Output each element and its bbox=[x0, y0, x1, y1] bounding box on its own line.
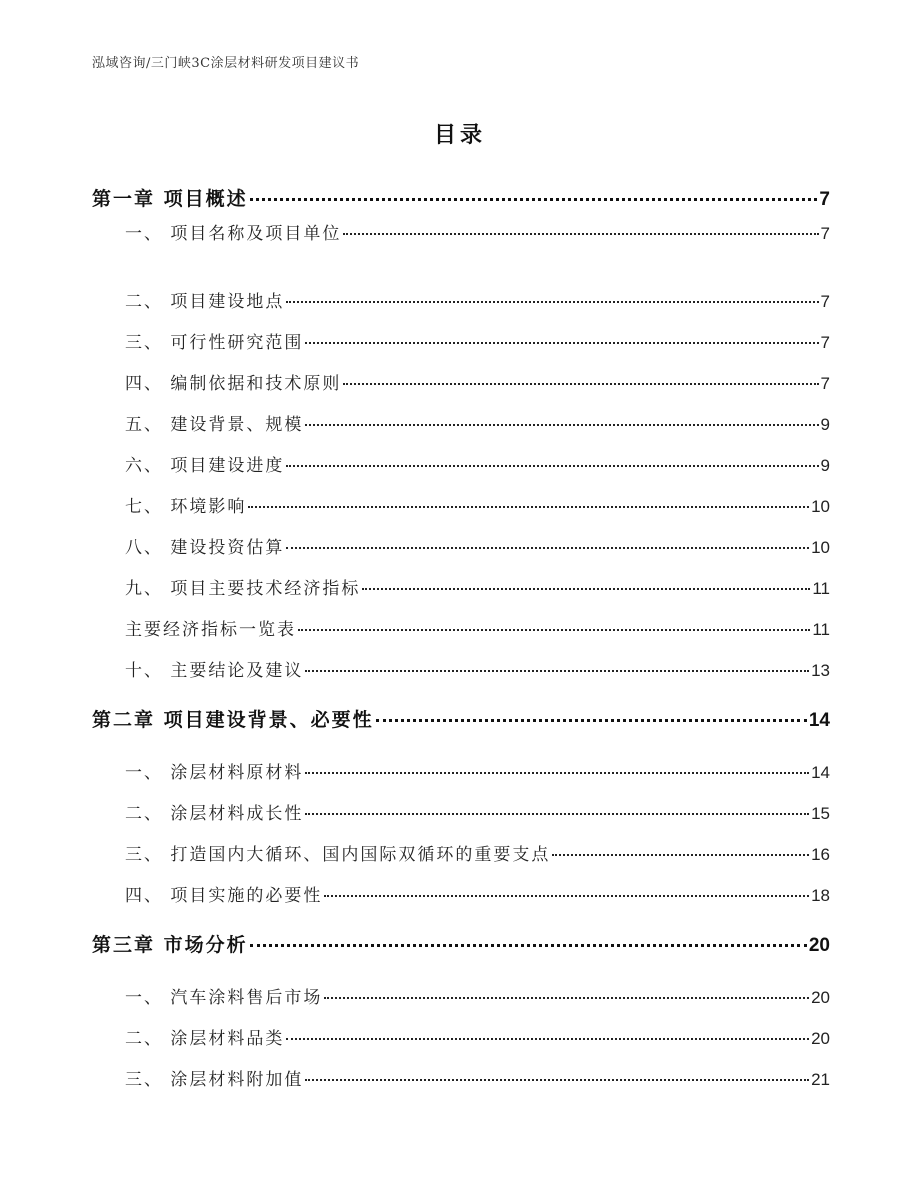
toc-entry-label: 一、 汽车涂料售后市场 bbox=[125, 988, 323, 1008]
toc-entry-label: 一、 项目名称及项目单位 bbox=[125, 224, 342, 244]
toc-entry-label: 六、 项目建设进度 bbox=[125, 456, 285, 476]
dot-leader bbox=[305, 813, 809, 815]
toc-entry-chapter-2[interactable] bbox=[92, 705, 830, 732]
toc-entry-page: 20 bbox=[811, 1029, 830, 1048]
toc-entry-label: 第一章 项目概述 bbox=[92, 188, 248, 210]
toc-entry-section[interactable] bbox=[92, 1065, 830, 1090]
toc-entry-section[interactable] bbox=[92, 533, 830, 558]
toc-entry-section[interactable] bbox=[92, 219, 830, 244]
running-header: 泓域咨询/三门峡3C涂层材料研发项目建议书 bbox=[92, 56, 360, 71]
dot-leader bbox=[552, 854, 809, 856]
toc-entry-subsection[interactable] bbox=[92, 615, 830, 640]
toc-entry-section[interactable] bbox=[92, 799, 830, 824]
dot-leader bbox=[250, 944, 807, 947]
dot-leader bbox=[286, 1038, 809, 1040]
toc-entry-page: 16 bbox=[811, 845, 830, 864]
toc-entry-page: 7 bbox=[820, 333, 830, 352]
toc-entry-label: 第二章 项目建设背景、必要性 bbox=[92, 709, 374, 731]
dot-leader bbox=[343, 233, 818, 235]
dot-leader bbox=[286, 547, 809, 549]
toc-entry-page: 18 bbox=[811, 886, 830, 905]
toc-entry-page: 13 bbox=[811, 661, 830, 680]
toc-entry-section[interactable] bbox=[92, 451, 830, 476]
dot-leader bbox=[286, 301, 818, 303]
dot-leader bbox=[250, 198, 818, 201]
dot-leader bbox=[305, 1079, 809, 1081]
toc-entry-label: 二、 涂层材料成长性 bbox=[125, 804, 304, 824]
dot-leader bbox=[362, 588, 810, 590]
toc-entry-label: 五、 建设背景、规模 bbox=[125, 415, 304, 435]
toc-entry-page: 14 bbox=[808, 710, 830, 731]
toc-entry-page: 10 bbox=[811, 497, 830, 516]
toc-entry-page: 9 bbox=[820, 456, 830, 475]
toc-entry-section[interactable] bbox=[92, 287, 830, 312]
dot-leader bbox=[298, 629, 810, 631]
toc-entry-section[interactable] bbox=[92, 328, 830, 353]
toc-entry-section[interactable] bbox=[92, 983, 830, 1008]
toc-entry-section[interactable] bbox=[92, 656, 830, 681]
toc-entry-page: 11 bbox=[812, 579, 830, 598]
toc-entry-label: 二、 项目建设地点 bbox=[125, 292, 285, 312]
toc-entry-label: 一、 涂层材料原材料 bbox=[125, 763, 304, 783]
toc-entry-section[interactable] bbox=[92, 1024, 830, 1049]
toc-entry-section[interactable] bbox=[92, 840, 830, 865]
toc-entry-page: 14 bbox=[811, 763, 830, 782]
toc-entry-label: 第三章 市场分析 bbox=[92, 934, 248, 956]
toc-entry-page: 10 bbox=[811, 538, 830, 557]
toc-entry-chapter-3[interactable] bbox=[92, 930, 830, 957]
dot-leader bbox=[305, 342, 818, 344]
toc-entry-section[interactable] bbox=[92, 574, 830, 599]
toc-entry-label: 三、 打造国内大循环、国内国际双循环的重要支点 bbox=[125, 845, 551, 865]
toc-entry-page: 9 bbox=[820, 415, 830, 434]
toc-entry-label: 七、 环境影响 bbox=[125, 497, 247, 517]
dot-leader bbox=[305, 772, 809, 774]
dot-leader bbox=[286, 465, 818, 467]
toc-entry-label: 三、 涂层材料附加值 bbox=[125, 1070, 304, 1090]
toc-entry-label: 主要经济指标一览表 bbox=[125, 620, 296, 640]
toc-entry-section[interactable] bbox=[92, 881, 830, 906]
dot-leader bbox=[343, 383, 818, 385]
toc-entry-page: 15 bbox=[811, 804, 830, 823]
toc-entry-page: 20 bbox=[811, 988, 830, 1007]
toc-entry-page: 21 bbox=[811, 1070, 830, 1089]
toc-entry-chapter-1[interactable] bbox=[92, 184, 830, 211]
toc-entry-page: 7 bbox=[820, 224, 830, 243]
toc-entry-section[interactable] bbox=[92, 758, 830, 783]
dot-leader bbox=[305, 424, 818, 426]
toc-entry-label: 九、 项目主要技术经济指标 bbox=[125, 579, 361, 599]
toc-entry-section[interactable] bbox=[92, 410, 830, 435]
toc-entry-page: 20 bbox=[808, 935, 830, 956]
toc-entry-label: 四、 编制依据和技术原则 bbox=[125, 374, 342, 394]
toc-entry-label: 十、 主要结论及建议 bbox=[125, 661, 304, 681]
dot-leader bbox=[248, 506, 809, 508]
dot-leader bbox=[376, 719, 807, 722]
toc-title: 目录 bbox=[433, 123, 486, 148]
toc-entry-section[interactable] bbox=[92, 492, 830, 517]
toc-entry-label: 三、 可行性研究范围 bbox=[125, 333, 304, 353]
toc-entry-page: 7 bbox=[819, 189, 830, 210]
dot-leader bbox=[305, 670, 809, 672]
toc-entry-label: 八、 建设投资估算 bbox=[125, 538, 285, 558]
dot-leader bbox=[324, 997, 809, 999]
toc-entry-section[interactable] bbox=[92, 369, 830, 394]
toc-entry-label: 二、 涂层材料品类 bbox=[125, 1029, 285, 1049]
dot-leader bbox=[324, 895, 809, 897]
toc-entry-page: 7 bbox=[820, 292, 830, 311]
toc-entry-page: 7 bbox=[820, 374, 830, 393]
toc-entry-page: 11 bbox=[812, 620, 830, 639]
toc-entry-label: 四、 项目实施的必要性 bbox=[125, 886, 323, 906]
